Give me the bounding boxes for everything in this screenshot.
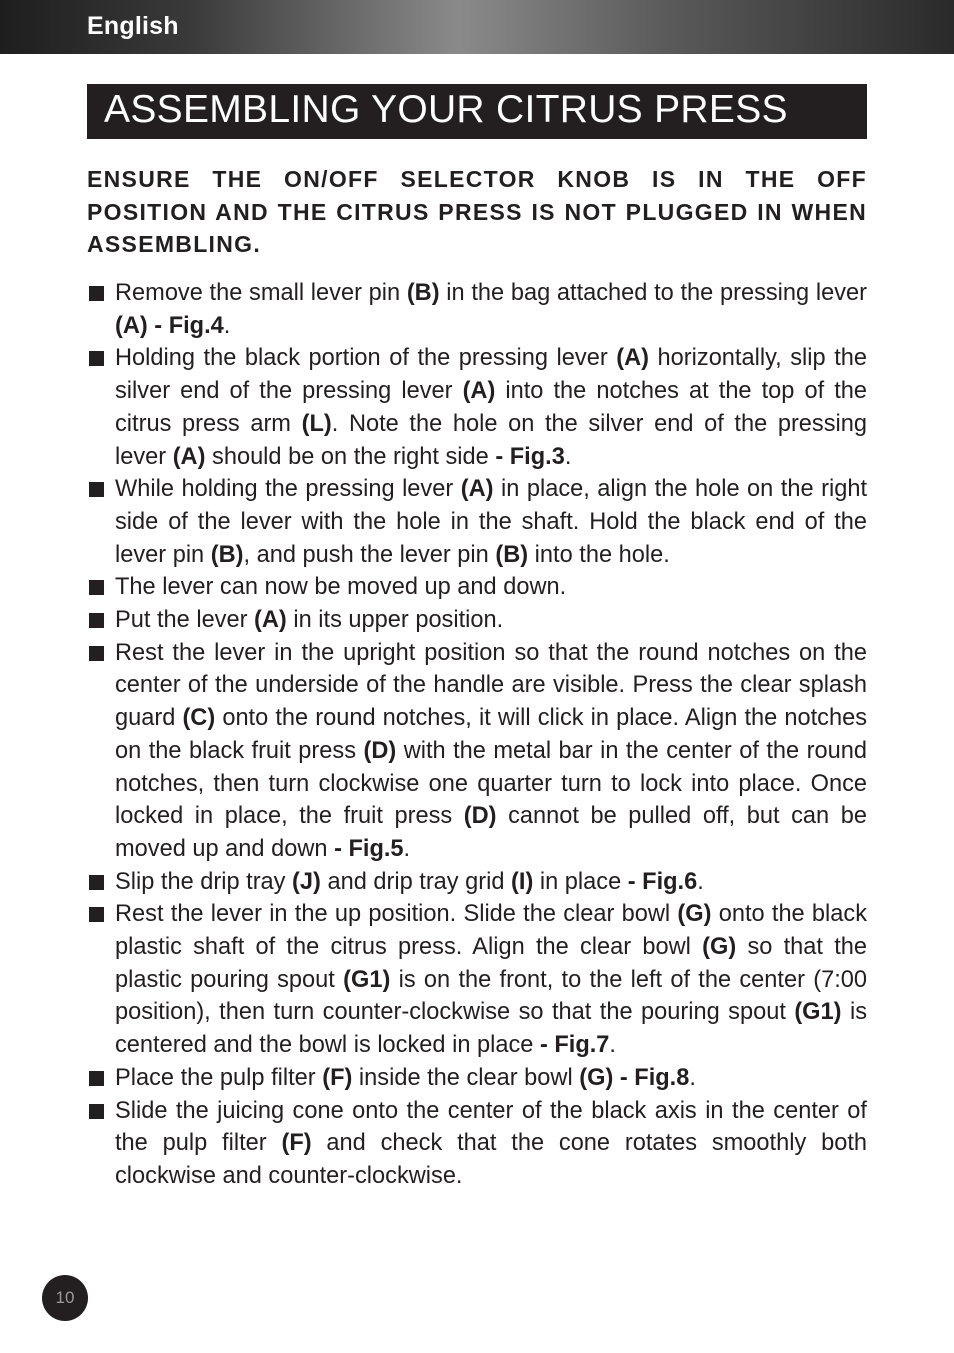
part-reference: (L) bbox=[301, 410, 332, 437]
page-number-badge bbox=[42, 1275, 88, 1321]
list-item bbox=[87, 604, 867, 637]
step-text: , and push the lever pin bbox=[243, 541, 496, 568]
step-text: is on the front, to the left of the center (7:00 position), then turn counter-clockwise so that the pouring spout bbox=[115, 966, 867, 1026]
list-item bbox=[87, 637, 867, 866]
step-text: Slide the juicing cone onto the center of the black axis in the center of the pulp filter bbox=[115, 1097, 867, 1157]
step-text: The lever can now be moved up and down. bbox=[115, 574, 567, 601]
part-reference: (A) bbox=[172, 443, 206, 470]
step-text: . bbox=[403, 835, 411, 862]
list-item bbox=[87, 571, 867, 604]
part-reference: (A) bbox=[254, 607, 287, 634]
step-text: onto the round notches, it will click in place. Align the notches on the black fruit press bbox=[115, 705, 867, 764]
part-reference: (F) bbox=[322, 1064, 353, 1091]
step-text: into the notches at the top of the citrus press arm bbox=[115, 378, 868, 437]
step-text: . Note the hole on the silver end of the pressing lever bbox=[115, 410, 867, 470]
assembly-steps-list bbox=[87, 277, 867, 1193]
language-label: English bbox=[87, 12, 179, 40]
step-text: in place, align the hole on the right side of the lever with the hole in the shaft. Hold the black end of the lever pin bbox=[115, 476, 867, 568]
step-text: Put the lever bbox=[115, 607, 255, 634]
square-bullet-icon bbox=[89, 1071, 104, 1086]
square-bullet-icon bbox=[89, 580, 104, 595]
part-reference: (B) bbox=[210, 541, 244, 568]
step-text: so that the plastic pouring spout bbox=[115, 934, 867, 993]
top-banner bbox=[0, 0, 954, 54]
step-text: Rest the lever in the upright position so that the round notches on the center of the underside of the handle are visible. Press the clear splash guard bbox=[115, 639, 867, 732]
step-text: . bbox=[697, 868, 704, 895]
list-item bbox=[87, 1095, 867, 1193]
safety-warning: ENSURE THE ON/OFF SELECTOR KNOB IS IN THE OFF POSITION AND THE CITRUS PRESS IS NOT PLUGGED IN WHEN ASSEMBLING. bbox=[87, 166, 867, 257]
part-reference: (F) bbox=[281, 1130, 312, 1157]
step-text: Remove the small lever pin bbox=[115, 280, 407, 306]
part-reference: - Fig.7 bbox=[539, 1032, 610, 1059]
step-text: and check that the cone rotates smoothly both clockwise and counter-clockwise. bbox=[115, 1130, 867, 1189]
step-text: . bbox=[564, 443, 572, 470]
step-text: Place the pulp filter bbox=[115, 1064, 323, 1091]
part-reference: (G1) bbox=[343, 966, 391, 993]
step-text: inside the clear bowl bbox=[352, 1064, 580, 1091]
list-item bbox=[87, 898, 867, 1062]
part-reference: (A) - Fig.4 bbox=[115, 312, 224, 339]
step-text: onto the black plastic shaft of the citrus press. Align the clear bowl bbox=[115, 901, 868, 961]
square-bullet-icon bbox=[89, 646, 104, 661]
part-reference: - Fig.5 bbox=[334, 835, 404, 862]
part-reference: - Fig.6 bbox=[627, 868, 698, 895]
step-text: horizontally, slip the silver end of the pressing lever bbox=[115, 345, 867, 405]
part-reference: (G1) bbox=[794, 999, 842, 1026]
part-reference: (G) - Fig.8 bbox=[579, 1064, 690, 1091]
title-bar bbox=[87, 84, 867, 139]
part-reference: (D) bbox=[463, 803, 497, 830]
part-reference: (A) bbox=[462, 378, 496, 405]
step-text: . bbox=[609, 1032, 616, 1059]
step-text: cannot be pulled off, but can be moved up and down bbox=[115, 803, 867, 862]
step-text: . bbox=[223, 312, 231, 339]
list-item bbox=[87, 866, 867, 899]
step-text: in the bag attached to the pressing lever bbox=[439, 280, 868, 306]
part-reference: (I) bbox=[511, 868, 534, 895]
part-reference: (C) bbox=[182, 705, 216, 732]
step-text: is centered and the bowl is locked in place bbox=[115, 999, 867, 1059]
step-text: with the metal bar in the center of the round notches, then turn clockwise one quarter turn to lock into place. Once locked in place, the fruit press bbox=[115, 737, 867, 830]
step-text: Holding the black portion of the pressing lever bbox=[115, 345, 617, 372]
square-bullet-icon bbox=[89, 907, 104, 922]
square-bullet-icon bbox=[89, 613, 104, 628]
part-reference: - Fig.3 bbox=[495, 443, 565, 470]
list-item bbox=[87, 342, 867, 473]
part-reference: (B) bbox=[406, 280, 440, 306]
step-text: and drip tray grid bbox=[320, 868, 512, 895]
part-reference: (G) bbox=[677, 901, 712, 928]
list-item bbox=[87, 1062, 867, 1095]
step-text: Slip the drip tray bbox=[115, 868, 293, 895]
part-reference: (A) bbox=[616, 345, 649, 372]
list-item bbox=[87, 473, 867, 571]
part-reference: (G) bbox=[702, 934, 737, 961]
square-bullet-icon bbox=[89, 875, 104, 890]
step-text: into the hole. bbox=[528, 541, 670, 568]
square-bullet-icon bbox=[89, 286, 104, 301]
page-number: 10 bbox=[55, 1288, 75, 1307]
step-text: in place bbox=[533, 868, 628, 895]
page-title: ASSEMBLING YOUR CITRUS PRESS bbox=[104, 88, 788, 131]
step-text: in its upper position. bbox=[286, 607, 504, 634]
part-reference: (B) bbox=[495, 541, 529, 568]
square-bullet-icon bbox=[89, 482, 104, 497]
square-bullet-icon bbox=[89, 351, 104, 366]
square-bullet-icon bbox=[89, 1104, 104, 1119]
step-text: should be on the right side bbox=[205, 443, 496, 470]
step-text: Rest the lever in the up position. Slide the clear bowl bbox=[115, 901, 678, 928]
part-reference: (D) bbox=[363, 737, 397, 764]
step-text: While holding the pressing lever bbox=[115, 476, 461, 503]
part-reference: (J) bbox=[292, 868, 321, 895]
step-text: . bbox=[689, 1064, 696, 1091]
list-item bbox=[87, 277, 867, 342]
part-reference: (A) bbox=[460, 476, 494, 503]
